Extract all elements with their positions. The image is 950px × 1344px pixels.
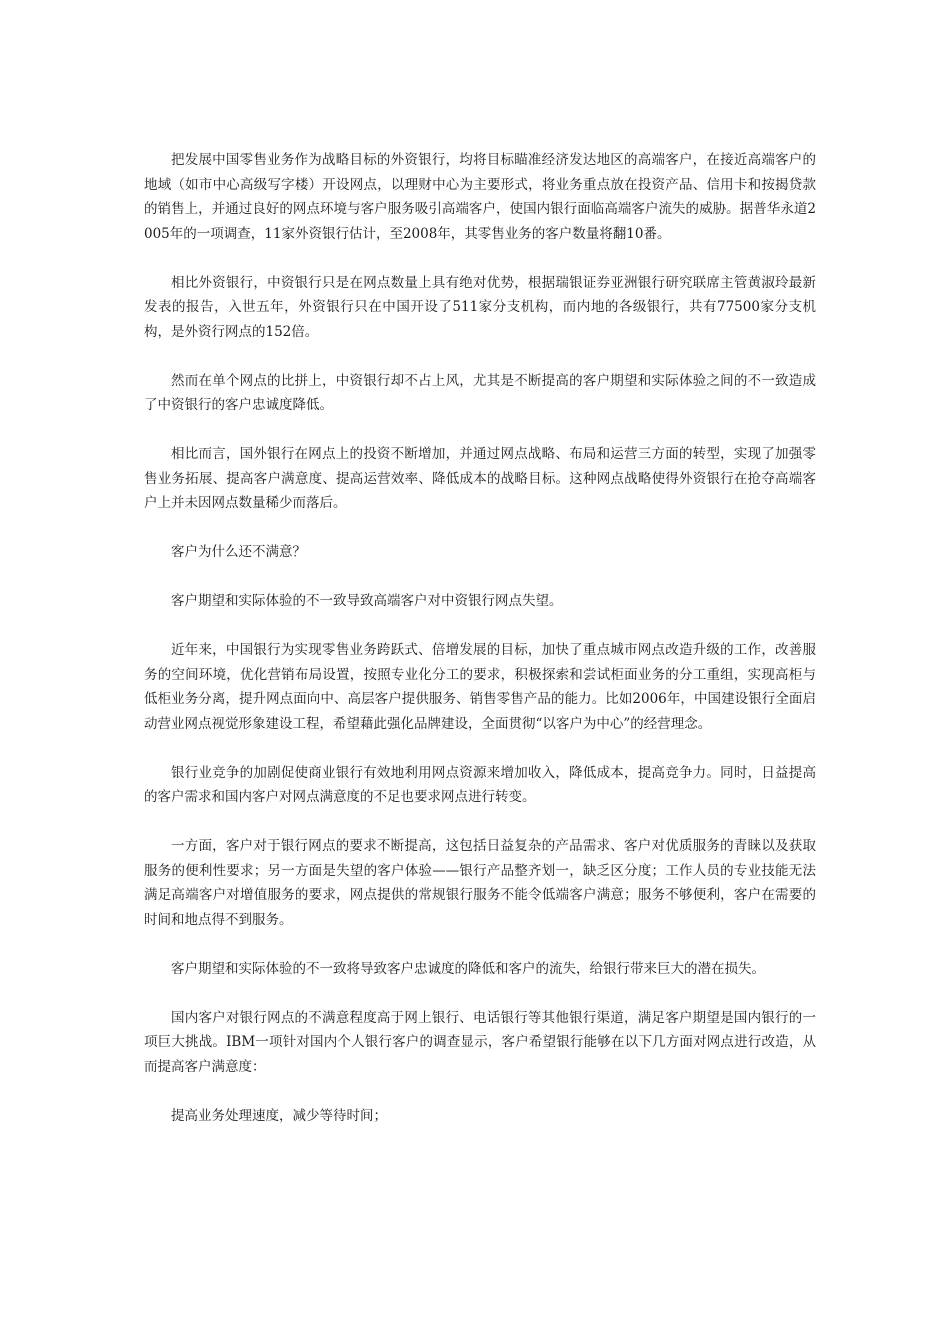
paragraph-foreign-bank-strategy: 把发展中国零售业务作为战略目标的外资银行，均将目标瞄准经济发达地区的高端客户，在接近高端客户的地域（如市中心高级写字楼）开设网点，以理财中心为主要形式，将业务重点放在投资产品、信用卡和按揭贷款的销售上，并通过良好的网点环境与客户服务吸引高端客户，使国内银行面临高端客户流失的威胁。据普华永道2005年的一项调查，11家外资银行估计，至2008年，其零售业务的客户数量将翻10番。 [144,152,816,242]
paragraph-branch-count-comparison: 相比外资银行，中资银行只是在网点数量上具有绝对优势，根据瑞银证券亚洲银行研究联席主管黄淑玲最新发表的报告，入世五年，外资银行只在中国开设了511家分支机构，而内地的各级银行，共有77500家分支机构，是外资行网点的152倍。 [144,274,816,340]
paragraph-single-branch-weakness: 然而在单个网点的比拼上，中资银行却不占上风，尤其是不断提高的客户期望和实际体验之间的不一致造成了中资银行的客户忠诚度降低。 [144,372,816,413]
paragraph-ibm-survey: 国内客户对银行网点的不满意程度高于网上银行、电话银行等其他银行渠道，满足客户期望是国内银行的一项巨大挑战。IBM一项针对国内个人银行客户的调查显示，客户希望银行能够在以下几方面对网点进行改造，从而提高客户满意度： [144,1009,816,1075]
paragraph-loyalty-loss: 客户期望和实际体验的不一致将导致客户忠诚度的降低和客户的流失，给银行带来巨大的潜在损失。 [171,960,765,977]
paragraph-customer-demands: 一方面，客户对于银行网点的要求不断提高，这包括日益复杂的产品需求、客户对优质服务的青睐以及获取服务的便利性要求；另一方面是失望的客户体验——银行产品整齐划一，缺乏区分度；工作人员的专业技能无法满足高端客户对增值服务的要求，网点提供的常规银行服务不能令低端客户满意；服务不够便利，客户在需要的时间和地点得不到服务。 [144,838,816,928]
document-body [144,148,816,1153]
paragraph-competition-pressure: 银行业竞争的加剧促使商业银行有效地利用网点资源来增加收入，降低成本，提高竞争力。同时，日益提高的客户需求和国内客户对网点满意度的不足也要求网点进行转变。 [144,764,816,805]
paragraph-branch-upgrade: 近年来，中国银行为实现零售业务跨跃式、倍增发展的目标，加快了重点城市网点改造升级的工作，改善服务的空间环境，优化营销布局设置，按照专业化分工的要求，积极探索和尝试柜面业务的分工重组，实现高柜与低柜业务分离，提升网点面向中、高层客户提供服务、销售零售产品的能力。比如2006年，中国建设银行全面启动营业网点视觉形象建设工程，希望藉此强化品牌建设，全面贯彻“以客户为中心”的经营理念。 [144,642,816,732]
paragraph-expectation-gap: 客户期望和实际体验的不一致导致高端客户对中资银行网点失望。 [171,593,563,609]
paragraph-foreign-bank-investment: 相比而言，国外银行在网点上的投资不断增加，并通过网点战略、布局和运营三方面的转型，实现了加强零售业务拓展、提高客户满意度、提高运营效率、降低成本的战略目标。这种网点战略使得外资银行在抢夺高端客户上并未因网点数量稀少而落后。 [144,446,816,511]
list-item-processing-speed: 提高业务处理速度，减少等待时间； [171,1107,387,1124]
section-question-heading: 客户为什么还不满意？ [171,544,306,560]
